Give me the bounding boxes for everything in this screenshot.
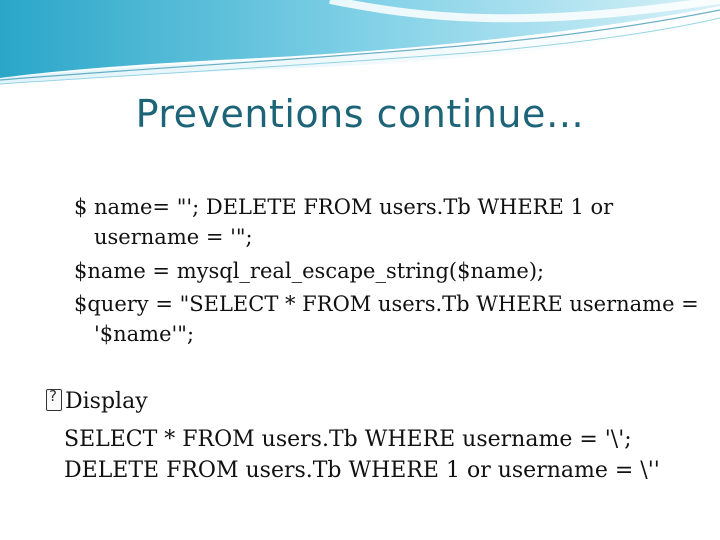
slide-title: Preventions continue… xyxy=(135,92,585,136)
display-bullet-label: Display xyxy=(65,389,148,414)
code-line-5: '$name'"; xyxy=(94,322,195,346)
code-line-1: $ name= "'; DELETE FROM users.Tb WHERE 1 or xyxy=(74,195,614,219)
code-line-3: $name = mysql_real_escape_string($name); xyxy=(74,259,545,283)
display-line-2: DELETE FROM users.Tb WHERE 1 or username = \'' xyxy=(64,458,660,483)
display-line-1: SELECT * FROM users.Tb WHERE username = '\'; xyxy=(64,427,632,452)
display-bullet xyxy=(46,389,148,414)
code-line-2: username = '"; xyxy=(94,225,253,249)
code-line-4: $query = "SELECT * FROM users.Tb WHERE username = xyxy=(74,292,699,316)
missing-glyph-icon xyxy=(46,389,62,411)
header-wave-decoration xyxy=(0,0,720,90)
